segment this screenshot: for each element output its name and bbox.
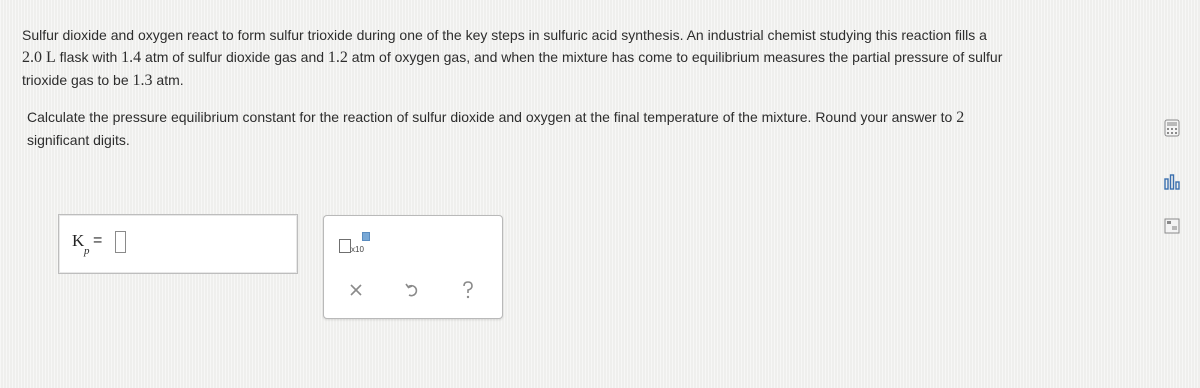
problem-line-1: Sulfur dioxide and oxygen react to form sulfur trioxide during one of the key steps in sulfuric acid synthesis. An industrial chemist studying this reaction fills a <box>22 27 987 43</box>
problem-text-span: trioxide gas to be <box>22 72 133 88</box>
help-button[interactable] <box>456 278 480 302</box>
so3-pressure-value: 1.3 <box>132 72 153 89</box>
question-mark-icon <box>459 280 477 300</box>
answer-input-box[interactable] <box>58 214 298 274</box>
answer-input-slot[interactable] <box>115 231 126 253</box>
undo-button[interactable] <box>400 278 424 302</box>
scientific-notation-button[interactable] <box>338 228 368 258</box>
question-text-end: significant digits. <box>27 132 130 148</box>
mantissa-box-icon <box>339 239 351 253</box>
question-text: Calculate the pressure equilibrium constant for the reaction of sulfur dioxide and oxygen at the final temperature of the mixture. Round your answer to <box>27 109 957 125</box>
clear-button[interactable] <box>344 278 368 302</box>
periodic-table-icon <box>1164 218 1180 234</box>
kp-symbol: K <box>72 231 85 250</box>
undo-icon <box>403 281 421 299</box>
question-paragraph <box>22 106 1132 151</box>
calculator-button[interactable] <box>1162 118 1182 138</box>
x10-label: x10 <box>351 245 364 254</box>
problem-text-span: atm of sulfur dioxide gas and <box>141 49 328 65</box>
data-chart-button[interactable] <box>1162 172 1182 192</box>
calculator-icon <box>1164 119 1180 137</box>
problem-text-span: atm. <box>152 72 184 88</box>
bar-chart-icon <box>1163 173 1181 191</box>
problem-paragraph <box>22 24 1132 92</box>
problem-text-span: atm of oxygen gas, and when the mixture has come to equilibrium measures the partial pressure of sulfur <box>347 49 1003 65</box>
o2-pressure-value: 1.2 <box>327 49 348 66</box>
problem-text <box>22 24 1132 151</box>
close-icon <box>348 282 364 298</box>
periodic-table-button[interactable] <box>1162 216 1182 236</box>
equals-sign: = <box>93 232 103 249</box>
math-toolbar <box>323 215 503 319</box>
problem-text-span: flask with <box>55 49 122 65</box>
sig-digits-value: 2 <box>956 109 965 126</box>
exponent-box-icon <box>362 232 370 241</box>
volume-value: 2.0 L <box>22 49 56 66</box>
kp-subscript: p <box>84 245 90 257</box>
so2-pressure-value: 1.4 <box>121 49 142 66</box>
